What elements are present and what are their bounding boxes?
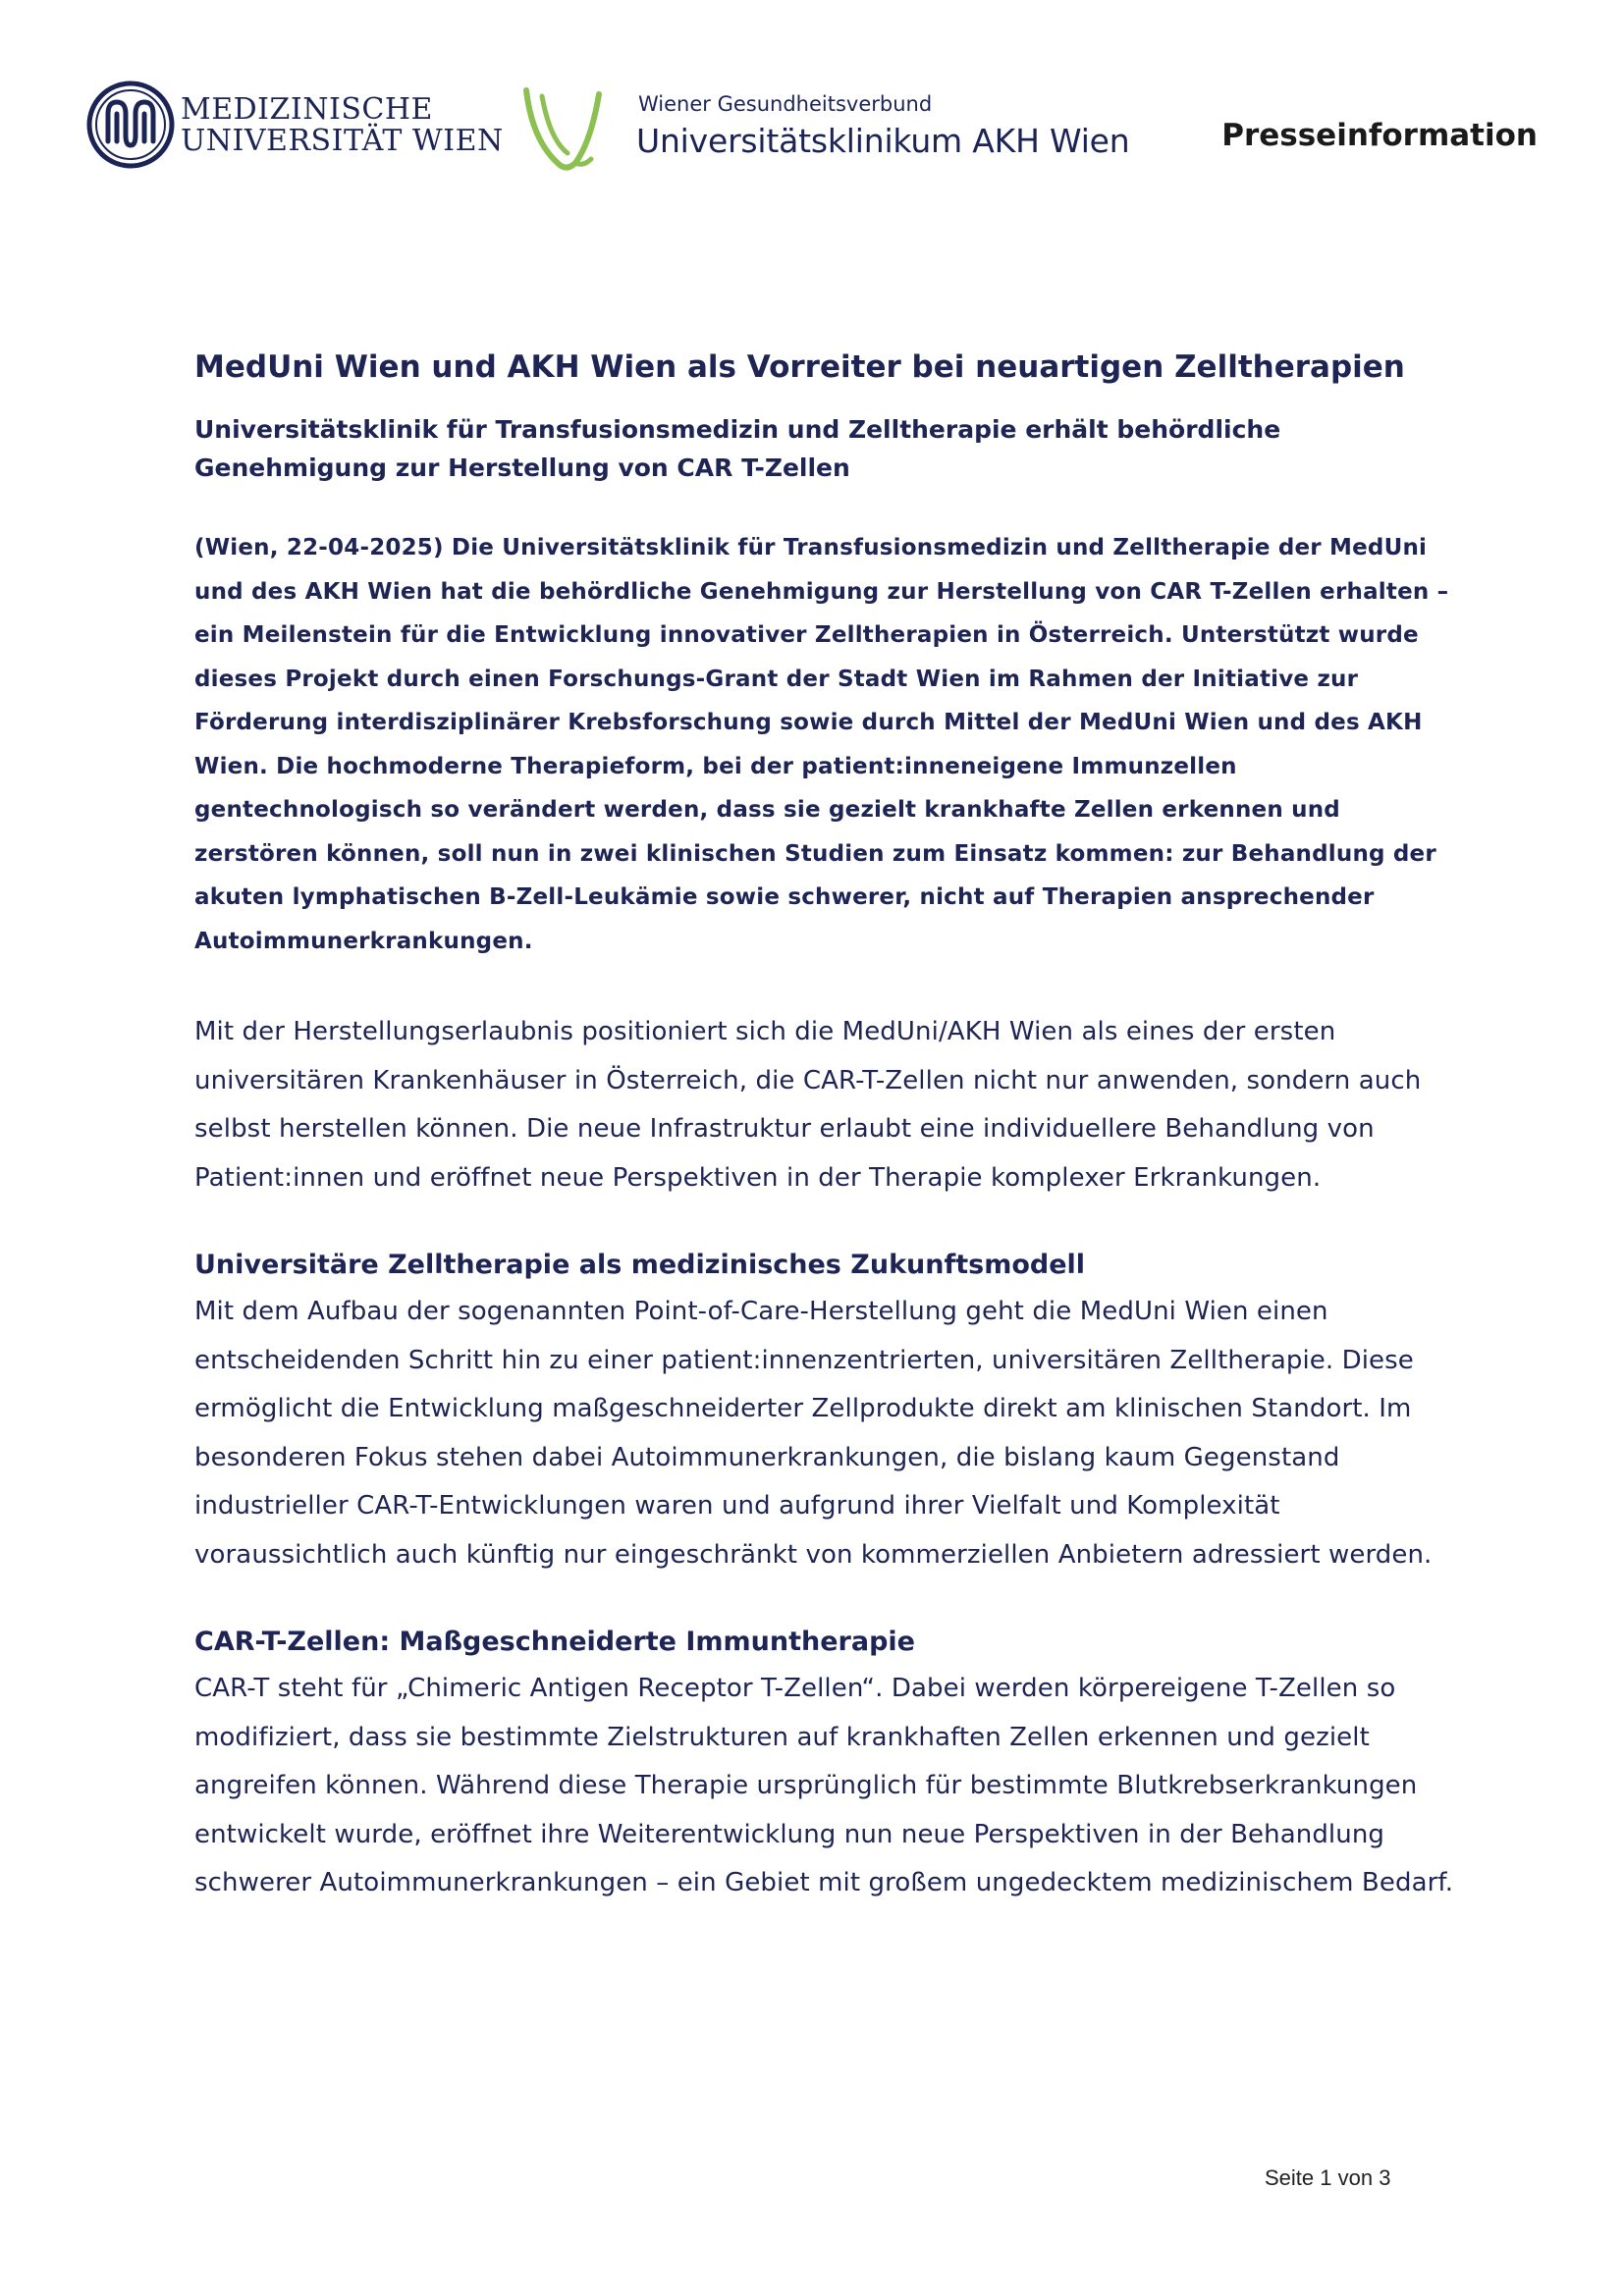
article-lead: (Wien, 22-04-2025) Die Universitätsklinik für Transfusionsmedizin und Zelltherapie der MedUni und des AKH Wien hat die behördliche Genehmigung zur Herstellung von CAR T-Zellen erhalten – ein Meilenstein für die Entwicklung innovativer Zelltherapien in Österreich. Unterstützt wurde dieses Projekt durch einen Forschungs-Grant der Stadt Wien im Rahmen der Initiative zur Förderung interdisziplinärer Krebsforschung sowie durch Mittel der MedUni Wien und des AKH Wien. Die hochmoderne Therapieform, bei der patient:inneneigene Immunzellen gentechnologisch so verändert werden, dass sie gezielt krankhafte Zellen erkennen und zerstören können, soll nun in zwei klinischen Studien zum Einsatz kommen: zur Behandlung der akuten lymphatischen B-Zell-Leukämie sowie schwerer, nicht auf Therapien ansprechender Autoimmunerkrankungen. — [194, 535, 1449, 954]
page-number: Seite 1 von 3 — [1265, 2165, 1391, 2190]
article-body — [194, 346, 1461, 1948]
section-paragraph: CAR-T steht für „Chimeric Antigen Receptor T-Zellen“. Dabei werden körpereigene T-Zellen so modifiziert, dass sie bestimmte Zielstrukturen auf krankhaften Zellen erkennen und gezielt angreifen können. Während diese Therapie ursprünglich für bestimmte Blutkrebserkrankungen entwickelt wurde, eröffnet ihre Weiterentwicklung nun neue Perspektiven in der Behandlung schwerer Autoimmunerkrankungen – ein Gebiet mit großem ungedecktem medizinischem Bedarf. — [194, 1674, 1454, 1897]
meduni-wordmark-line1: MEDIZINISCHE — [181, 92, 433, 127]
article-title: MedUni Wien und AKH Wien als Vorreiter bei neuartigen Zelltherapien — [194, 349, 1405, 385]
meduni-wordmark — [181, 94, 504, 157]
article-subtitle: Universitätsklinik für Transfusionsmedizin und Zelltherapie erhält behördliche Genehmigung zur Herstellung von CAR T-Zellen — [194, 415, 1281, 482]
akh-swoosh-icon — [520, 80, 628, 179]
akh-wordmark-line1: Wiener Gesundheitsverbund — [638, 92, 933, 116]
page-header — [0, 0, 1624, 196]
akh-wien-logo — [520, 80, 1129, 188]
akh-wordmark-line2: Universitätsklinikum AKH Wien — [636, 122, 1130, 160]
section-paragraph: Mit dem Aufbau der sogenannten Point-of-Care-Herstellung geht die MedUni Wien einen entscheidenden Schritt hin zu einer patient:innenzentrierten, universitären Zelltherapie. Diese ermöglicht die Entwicklung maßgeschneiderter Zellprodukte direkt am klinischen Standort. Im besonderen Fokus stehen dabei Autoimmunerkrankungen, die bislang kaum Gegenstand industrieller CAR-T-Entwicklungen waren und aufgrund ihrer Vielfalt und Komplexität voraussichtlich auch künftig nur eingeschränkt von kommerziellen Anbietern adressiert werden. — [194, 1297, 1433, 1570]
press-release-label: Presseinformation — [1221, 118, 1538, 153]
meduni-wien-logo — [86, 80, 504, 179]
article-paragraph: Mit der Herstellungserlaubnis positioniert sich die MedUni/AKH Wien als eines der ersten universitären Krankenhäuser in Österreich, die CAR-T-Zellen nicht nur anwenden, sondern auch selbst herstellen können. Die neue Infrastruktur erlaubt eine individuellere Behandlung von Patient:innen und eröffnet neue Perspektiven in der Therapie komplexer Erkrankungen. — [194, 1017, 1422, 1193]
meduni-emblem-icon — [86, 80, 175, 169]
section-heading: Universitäre Zelltherapie als medizinisches Zukunftsmodell — [194, 1250, 1086, 1280]
section-heading: CAR-T-Zellen: Maßgeschneiderte Immuntherapie — [194, 1627, 915, 1657]
meduni-wordmark-line2: UNIVERSITÄT WIEN — [181, 124, 504, 158]
